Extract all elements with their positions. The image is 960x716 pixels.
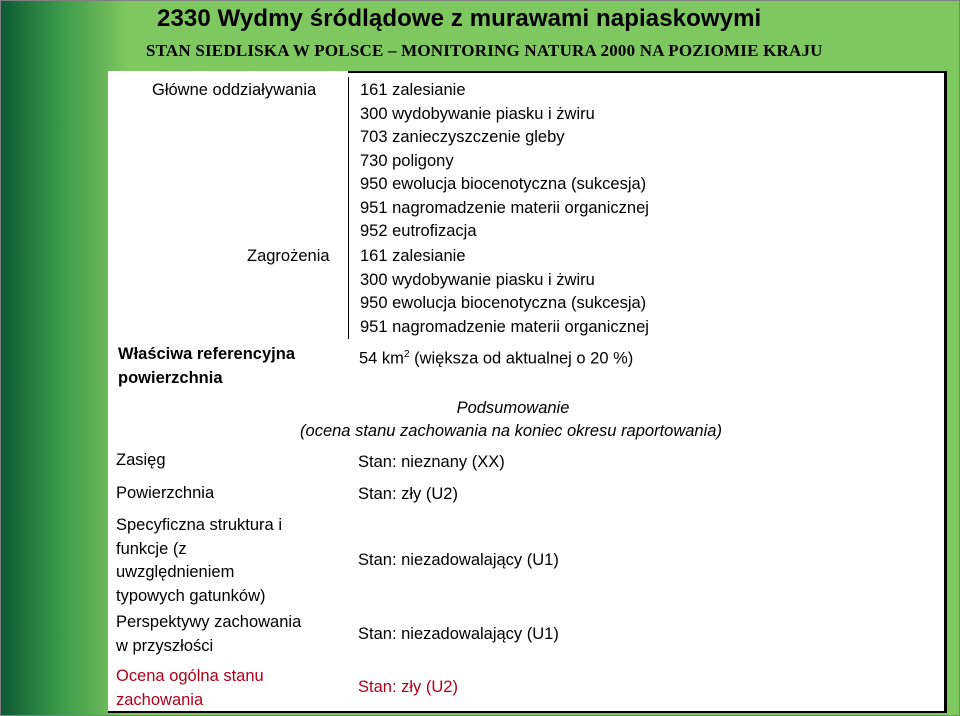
reference-area-label	[118, 343, 295, 390]
column-divider	[348, 77, 349, 339]
reference-area-label-line: powierzchnia	[118, 368, 223, 387]
area-status: Stan: zły (U2)	[358, 485, 458, 503]
structure-label-line: Specyficzna struktura i	[116, 516, 282, 534]
structure-label-line: funkcje (z	[116, 539, 187, 558]
impact-item: 950 ewolucja biocenotyczna (sukcesja)	[360, 175, 647, 193]
structure-label	[116, 514, 282, 608]
structure-status: Stan: niezadowalający (U1)	[358, 551, 559, 569]
prospects-status: Stan: niezadowalający (U1)	[358, 625, 559, 643]
area-label: Powierzchnia	[116, 484, 215, 502]
page-title: 2330 Wydmy śródlądowe z murawami napiaskowymi	[157, 5, 762, 32]
reference-area-comparison: (większa od aktualnej o 20 %)	[409, 349, 634, 368]
overall-label-line: zachowania	[116, 690, 204, 709]
content-panel	[108, 71, 947, 713]
overall-label-line: Ocena ogólna stanu	[116, 667, 264, 685]
structure-label-line: uwzględnieniem	[116, 563, 235, 581]
impact-item: 300 wydobywanie piasku i żwiru	[360, 104, 595, 123]
threats-list	[360, 245, 649, 339]
threat-item: 951 nagromadzenie materii organicznej	[360, 317, 649, 336]
impact-item: 703 zanieczyszczenie gleby	[360, 128, 565, 146]
overall-label	[116, 665, 264, 712]
panel-right-border	[944, 71, 947, 713]
page-subtitle: STAN SIEDLISKA W POLSCE – MONITORING NATURA 2000 NA POZIOMIE KRAJU	[146, 41, 823, 60]
reference-area-unit-exponent: 2	[403, 349, 410, 360]
impact-item: 730 poligony	[360, 151, 454, 170]
structure-label-line: typowych gatunków)	[116, 586, 266, 605]
impact-item: 951 nagromadzenie materii organicznej	[360, 198, 649, 217]
prospects-label	[116, 611, 301, 658]
impact-item: 952 eutrofizacja	[360, 222, 477, 240]
range-label: Zasięg	[116, 451, 166, 469]
impacts-label: Główne oddziaływania	[152, 81, 317, 99]
prospects-label-line: w przyszłości	[116, 636, 214, 655]
threat-item: 950 ewolucja biocenotyczna (sukcesja)	[360, 294, 647, 312]
impact-item: 161 zalesianie	[360, 81, 466, 99]
panel-top-border	[348, 71, 947, 73]
summary-title: Podsumowanie	[456, 399, 570, 417]
impacts-list	[360, 79, 649, 244]
reference-area-value	[359, 343, 633, 371]
overall-status: Stan: zły (U2)	[358, 678, 458, 696]
reference-area-number: 54 km	[359, 349, 404, 368]
range-status: Stan: nieznany (XX)	[358, 453, 505, 471]
reference-area-label-line: Właściwa referencyjna	[118, 345, 296, 363]
threat-item: 300 wydobywanie piasku i żwiru	[360, 270, 595, 289]
threats-label: Zagrożenia	[247, 247, 330, 265]
summary-subtitle: (ocena stanu zachowania na koniec okresu raportowania)	[300, 422, 722, 440]
threat-item: 161 zalesianie	[360, 247, 466, 265]
prospects-label-line: Perspektywy zachowania	[116, 613, 302, 631]
